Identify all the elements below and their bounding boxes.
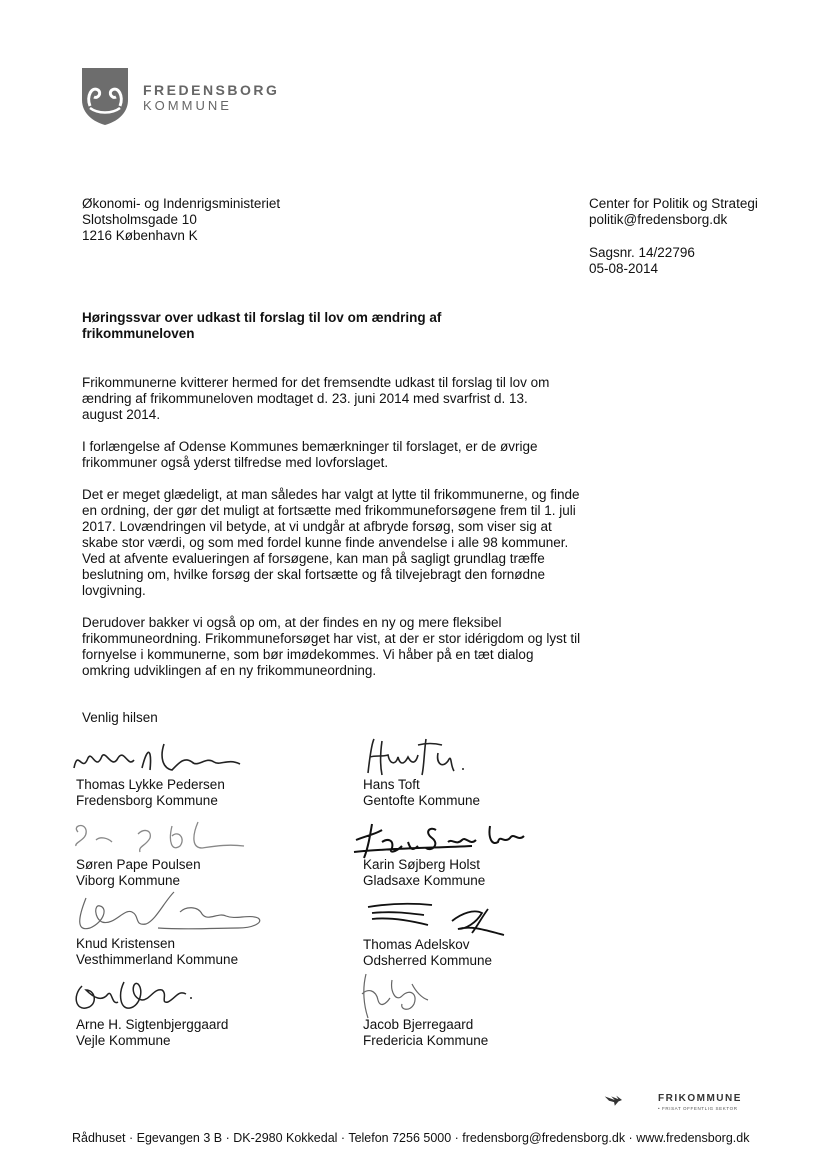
- body-line: en ordning, der gør det muligt at fortsætte med frikommuneforsøgene frem til 1. juli: [82, 503, 576, 518]
- signatory-municipality: Gentofte Kommune: [363, 793, 481, 808]
- body-line: skabe stor værdi, og som med fordel kunne finde anvendelse i alle 98 kommuner.: [82, 535, 569, 550]
- body-line: Det er meget glædeligt, at man således har valgt at lytte til frikommunerne, og finde: [82, 487, 580, 502]
- body-line: Ved at afvente evalueringen af forsøgene, kan man på sagligt grundlag træffe: [82, 551, 545, 566]
- body-line: I forlængelse af Odense Kommunes bemærkninger til forslaget, er de øvrige: [82, 439, 538, 454]
- sender-dept: Center for Politik og Strategi: [589, 196, 758, 211]
- signatory-name: Karin Søjberg Holst: [363, 857, 481, 872]
- body-line: august 2014.: [82, 407, 161, 422]
- letterhead-sub: KOMMUNE: [143, 98, 232, 113]
- paragraph-2: [82, 439, 552, 471]
- signatory-name: Søren Pape Poulsen: [76, 857, 201, 872]
- body-line: 2017. Lovændringen vil betyde, at vi undgår at afbryde forsøg, som viser sig at: [82, 519, 552, 534]
- signatory-block: [363, 1017, 488, 1049]
- signature-kristensen: [68, 888, 268, 940]
- body-line: lovgivning.: [82, 583, 146, 598]
- signatory-municipality: Vejle Kommune: [76, 1033, 171, 1048]
- body-line: frikommuneordning. Frikommuneforsøget har vist, at der er stor idérigdom og lyst til: [82, 631, 581, 646]
- subject-heading: [82, 310, 502, 342]
- signatory-municipality: Fredericia Kommune: [363, 1033, 489, 1048]
- signatory-block: [363, 857, 485, 889]
- body-line: Frikommunerne kvitterer hermed for det fremsendte udkast til forslag til lov om: [82, 375, 550, 390]
- frikommune-tagline: • FRISAT OFFENTLIG SEKTOR: [658, 1106, 738, 1111]
- frikommune-title: FRIKOMMUNE: [658, 1093, 742, 1104]
- paragraph-4: [82, 615, 581, 679]
- frikommune-bird-icon: [604, 1082, 658, 1118]
- signatory-block: [76, 777, 225, 809]
- fredensborg-swan-crest-icon: [80, 66, 130, 126]
- closing-greeting: Venlig hilsen: [82, 710, 158, 725]
- body-line: ændring af frikommuneloven modtaget d. 23. juni 2014 med svarfrist d. 13.: [82, 391, 528, 406]
- case-number: Sagsnr. 14/22796: [589, 245, 695, 260]
- signatory-name: Thomas Adelskov: [363, 937, 470, 952]
- sender-email: politik@fredensborg.dk: [589, 212, 728, 227]
- signatory-municipality: Fredensborg Kommune: [76, 793, 218, 808]
- paragraph-3: [82, 487, 580, 599]
- recipient-line: 1216 København K: [82, 228, 198, 243]
- subject-line: Høringssvar over udkast til forslag til lov om ændring af: [82, 310, 442, 325]
- signatory-block: [363, 777, 480, 809]
- body-line: Derudover bakker vi også op om, at der findes en ny og mere fleksibel: [82, 615, 502, 630]
- signature-holst: [352, 818, 532, 862]
- body-line: frikommuner også yderst tilfredse med lovforslaget.: [82, 455, 389, 470]
- body-line: omkring udviklingen af en ny frikommuneordning.: [82, 663, 377, 678]
- signature-toft: [362, 735, 472, 779]
- signature-sigtenbjerggaard: [68, 972, 198, 1020]
- signatory-block: [363, 937, 492, 969]
- body-line: fornyelse i kommunerne, som bør imødekommes. Vi håber på en tæt dialog: [82, 647, 534, 662]
- signatory-name: Arne H. Sigtenbjerggaard: [76, 1017, 229, 1032]
- letter-date: 05-08-2014: [589, 261, 659, 276]
- signatory-name: Knud Kristensen: [76, 936, 176, 951]
- signatory-name: Hans Toft: [363, 777, 420, 792]
- signatory-municipality: Vesthimmerland Kommune: [76, 952, 239, 967]
- signatory-name: Thomas Lykke Pedersen: [76, 777, 225, 792]
- sender-info: [589, 196, 758, 228]
- letter-body: [82, 375, 581, 695]
- signature-bjerregaard: [356, 970, 436, 1022]
- body-line: beslutning om, hvilke forsøg der skal fortsætte og få tilvejebragt den fornødne: [82, 567, 545, 582]
- letterhead-name: FREDENSBORG: [143, 82, 280, 98]
- signature-poulsen: [68, 816, 258, 858]
- recipient-address: [82, 196, 280, 244]
- signature-pedersen: [68, 738, 258, 778]
- signatory-name: Jacob Bjerregaard: [363, 1017, 474, 1032]
- footer-address: Rådhuset · Egevangen 3 B · DK-2980 Kokkedal · Telefon 7256 5000 · fredensborg@fredensborg.dk · www.fredensborg.dk: [72, 1131, 750, 1145]
- signatory-block: [76, 857, 201, 889]
- case-meta: [589, 245, 695, 277]
- signatory-municipality: Gladsaxe Kommune: [363, 873, 486, 888]
- signature-adelskov: [362, 895, 512, 939]
- subject-line: frikommuneloven: [82, 326, 195, 341]
- recipient-line: Økonomi- og Indenrigsministeriet: [82, 196, 281, 211]
- signatory-block: [76, 936, 238, 968]
- signatory-municipality: Viborg Kommune: [76, 873, 181, 888]
- paragraph-1: [82, 375, 552, 423]
- recipient-line: Slotsholmsgade 10: [82, 212, 197, 227]
- signatory-block: [76, 1017, 228, 1049]
- signatory-municipality: Odsherred Kommune: [363, 953, 493, 968]
